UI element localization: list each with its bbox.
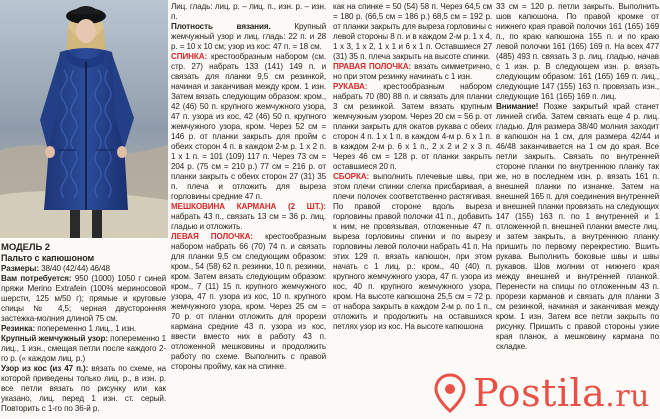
model-title: МОДЕЛЬ 2: [1, 242, 50, 253]
seed-text: попеременно 1 лиц., 1 изн., смещая петли после каждого 2-го р. (« каждом лиц. р.): [1, 334, 166, 363]
postila-watermark[interactable]: [433, 371, 650, 415]
sleeves-text: крестообразным набором набрать 70 (80) 88 п. и связать для планки 3 см резинкой. Затем вязать крупным жемчужным узором. Через 20 см = 56 р. от планки закрыть для окатов рукава с обеих сторон 4 п. 1 х 1 п. в каждом 4-м р. 6 х 1 п. в каждом 2-м р. 6 х 1 п., 2 х 2 и 2 х 3 п. Через 46 см = 128 р. от планки закрыть оставшиеся 20 п.: [333, 82, 492, 171]
column-3: [333, 2, 492, 419]
column-2: [171, 2, 326, 419]
materials-label: Вам потребуется:: [1, 274, 72, 283]
sizes-paragraph: [1, 264, 166, 274]
rib-text: попеременно 1 лиц., 1 изн.: [35, 324, 137, 333]
model-photo: [0, 0, 168, 238]
pin-icon: [433, 373, 467, 413]
density-text: Крупный жемчужный узор и лиц. гладь: 22 п. и 28 р. = 10 х 10 см; узор из кос: 47 п. = 18 см.: [171, 22, 326, 51]
watermark-tld: .ru: [605, 379, 650, 414]
materials-text: 950 (1000) 1050 г синей пряжи Merino Extrafein (100% мериносовой шерсти, 125 м/50 г); прямые и круговые спицы № 4,5; черная двусторонняя застежка-молния длиной 75 см.: [1, 274, 166, 323]
sleeves-heading: РУКАВА:: [333, 82, 368, 91]
left-front-text: крестообразным набором набрать 66 (70) 74 п. и связать для планки 9,5 см следующим образом: кром., 54 (58) 62 п. резинки, 10 п. резинки, кром. Затем вязать следующим образом: кром., 7 (11) 15 п. крупного жемчужного узора, 47 п. узора из кос, 10 п. крупного жемчужного узора, кром. Через 25 см = 70 р. от планки отложить для прорези кармана средние 43 п. узора из кос, ввести вместо них в работу 43 п. отложенной мешковины и продолжить работу по схеме. Выполнить с правой стороны пройму, как на спинке.: [171, 232, 326, 371]
back-text: крестообразным набором (см. стр. 27) набрать 133 (141) 149 п. и связать для планки 9,5 см резинкой, начиная и заканчивая между кром. 1 изн. Затем вязать следующим образом: кром., 42 (46) 50 п. крупного жемчужного узора, 47 п. узора из кос, 42 (46) 50 п. крупного жемчужного узора, кром. Через 52 см = 146 р. от планки закрыть для пройм с обеих сторон 4 п. в каждом 2-м р. 1 х 2 п. 1 х 1 п. = 101 (109) 117 п. Через 73 см = 204 р. (75 см = 210 р.) 77 см = 216 р. от планки закрыть с обеих сторон 27 (31) 35 п. плеча и отложить для выреза горловины средние 47 п.: [171, 52, 326, 201]
sizes-label: Размеры:: [1, 264, 39, 273]
note-paragraph: [496, 102, 659, 352]
density-label: Плотность вязания.: [171, 22, 271, 31]
right-front-heading: ПРАВАЯ ПОЛОЧКА:: [333, 62, 412, 71]
seed-label: Крупный жемчужный узор:: [1, 334, 108, 343]
assembly-heading: СБОРКА:: [333, 172, 370, 181]
note-text: Позже закрытый край станет линией сгиба. Затем связать еще 4 р. лиц. гладью. Для размера 38/40 молния заходит в капюшон на 1 см, для размера 42/44 и 46/48 заканчивается на 1 см до края. Все петли закрыть. Связать по внутренней стороне планки по внутреннюю планку так же, но в последнем изн. р. вязать 161 п. внешней планки по изнанке. Затем на внешней 165 п. для соединения внутренней и внешней планки провязать на следующих 147 (155) 163 п. по 1 внутренней и 1 отложенной п. внешней планки вместе лиц. и затем закрыть, а внутреннюю планку пришить по первому перекрестию. Вшить рукава. Выполнить боковые швы и швы рукавов. Шов молнии от нижнего края между внешней и внутренней планкой. Перенести на спицы по отложенным 43 п. прорези карманов и связать для планки 3 см резинкой, начиная и заканчивая между кром. 1 изн. Затем все петли закрыть по рисунку. Пришить с правой стороны узкие края планок, а мешковину кармана по складке.: [496, 102, 659, 351]
pocket-text: набрать 43 п., связать 13 см = 36 р. лиц. гладью и отложить.: [171, 212, 326, 231]
sleeves-paragraph: [333, 82, 492, 172]
left-front-continued: как на спинке = 50 (54) 58 п. Через 64,5 см = 180 р. (66,5 см = 186 р.) 68,5 см = 192 р. от планки закрыть для выреза горловины с левой стороны 8 п. и в каждом 2-м р. 1 х 4, 1 х 3, 1 х 2, 1 х 1 и 6 х 1 п. Оставшиеся 27 (31) 35 п. плеча закрыть на высоте спинки.: [333, 2, 492, 61]
sizes-text: 38/40 (42/44) 46/48: [38, 264, 110, 273]
pocket-paragraph: [171, 202, 326, 232]
watermark-brand: Postila: [473, 371, 606, 415]
model-subtitle: Пальто с капюшоном: [1, 253, 95, 263]
seed-paragraph: [1, 334, 166, 364]
materials-paragraph: [1, 274, 166, 324]
coat-photo-illustration: [0, 0, 168, 238]
note-label: Внимание!: [496, 102, 539, 111]
column-1: [1, 242, 166, 419]
cable-text: вязать по схеме, на которой приведены только лиц. р., в изн. р. все петли вязать по рисунку или как указано, лиц. перед 1 изн. ст. серый. Повторить с 1-го по 36-й р.: [1, 364, 166, 413]
column-4: [496, 2, 659, 419]
right-front-paragraph: [333, 62, 492, 82]
pocket-heading: МЕШКОВИНА КАРМАНА (2 ШТ.):: [171, 202, 326, 211]
back-heading: СПИНКА:: [171, 52, 208, 61]
rib-label: Резинка:: [1, 324, 36, 333]
cable-label: Узор из кос (из 47 п.):: [1, 364, 89, 373]
right-front-text: вязать симметрично, но при этом резинку начинать с 1 изн.: [333, 62, 492, 81]
assembly-paragraph: [333, 172, 492, 332]
cable-paragraph: [1, 364, 166, 414]
assembly-continued: 33 см = 120 р. петли закрыть. Выполнить шов капюшона. По правой кромке от нижнего края правой полочки 161 (165) 169 п., по краю капюшона 155 п. и по краю левой полочки 161 (165) 169 п. На всех 477 (485) 493 п. связать 3 р. лиц. гладью, начав с 1 изн. р. В следующем изн. р. вязать следующим образом: 161 (165) 169 п. лиц., следующие 147 (155) 163 п. провязать изн., следующие 161 (165) 169 п. лиц.: [496, 2, 659, 101]
stockinette-paragraph: Лиц. гладь: лиц. р. – лиц. п., изн. р. – изн. п.: [171, 2, 326, 21]
left-front-paragraph: [171, 232, 326, 372]
density-paragraph: [171, 22, 326, 52]
left-front-heading: ЛЕВАЯ ПОЛОЧКА:: [171, 232, 253, 241]
back-paragraph: [171, 52, 326, 202]
watermark-text: [473, 371, 650, 415]
rib-paragraph: [1, 324, 166, 334]
assembly-text: выполнить плечевые швы, при этом плечи спинки слегка присбаривая, а плечи полочек соответственно растягивая. По правой стороне вдоль выреза горловины правой полочки 41 п., добавить к ним, не провязывая, отложенные 47 п. выреза горловины спинки и по вырезу горловины левой полочки набрать 41 п. На этих 129 п. вязать капюшон, при этом начать с 1 лиц. р.: кром., 40 (40) п. крупного жемчужного узора, 47 п. узора из кос, 40 п. крупного жемчужного узора, кром. На высоте капюшона 25,5 см = 72 р. от набора закрыть в каждом 2-м р. по 1 п., отложить и продолжить на оставшихся петлях узор из кос. На высоте капюшона: [333, 172, 492, 331]
